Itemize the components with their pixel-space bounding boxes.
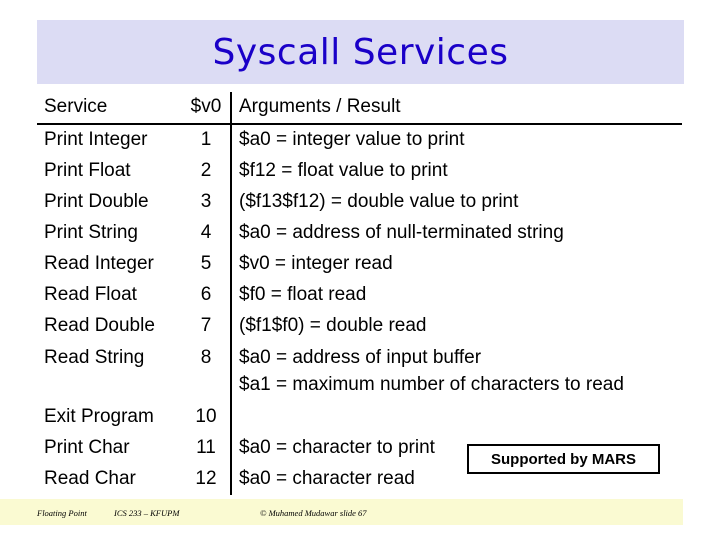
service-name: Print Double	[44, 191, 149, 212]
footer-topic: Floating Point	[37, 508, 87, 518]
service-name: Read Integer	[44, 253, 154, 274]
service-name: Read String	[44, 347, 145, 368]
v0-code: 10	[182, 402, 231, 433]
title-bar	[37, 20, 684, 84]
service-description	[231, 156, 682, 187]
table-body	[37, 124, 682, 495]
table-row	[37, 218, 682, 249]
header-service: Service	[37, 92, 182, 124]
service-name: Print Float	[44, 160, 131, 181]
table-row	[37, 187, 682, 218]
description-line: $v0 = integer read	[239, 253, 393, 274]
table-row	[37, 342, 682, 402]
service-description	[231, 187, 682, 218]
description-line: $a0 = character read	[239, 468, 415, 489]
service-description	[231, 311, 682, 342]
service-description	[231, 218, 682, 249]
v0-code: 7	[182, 311, 231, 342]
service-name: Print Integer	[44, 129, 148, 150]
v0-code: 12	[182, 464, 231, 495]
mars-note-box	[467, 444, 660, 474]
table-row	[37, 402, 682, 433]
description-line: $a1 = maximum number of characters to read	[239, 374, 624, 395]
footer-bar	[0, 499, 683, 525]
service-description	[231, 249, 682, 280]
description-line: ($f1$f0) = double read	[239, 315, 427, 336]
service-description	[231, 342, 682, 402]
description-line: $f12 = float value to print	[239, 160, 448, 181]
header-v0: $v0	[182, 92, 231, 124]
table-row	[37, 156, 682, 187]
service-name: Exit Program	[44, 406, 154, 427]
mars-note-text: Supported by MARS	[491, 450, 636, 468]
description-line: ($f13$f12) = double value to print	[239, 191, 519, 212]
footer-course: ICS 233 – KFUPM	[114, 508, 180, 518]
description-line: $a0 = character to print	[239, 437, 435, 458]
table-row	[37, 280, 682, 311]
v0-code: 6	[182, 280, 231, 311]
service-name: Print String	[44, 222, 138, 243]
description-line: $a0 = address of null-terminated string	[239, 222, 564, 243]
table-row	[37, 311, 682, 342]
description-line: $a0 = address of input buffer	[239, 347, 482, 368]
v0-code: 2	[182, 156, 231, 187]
header-arguments: Arguments / Result	[231, 92, 682, 124]
service-name: Read Double	[44, 315, 155, 336]
table-row	[37, 124, 682, 156]
description-line: $f0 = float read	[239, 284, 367, 305]
footer-copyright: © Muhamed Mudawar slide 67	[260, 508, 367, 518]
service-name: Read Float	[44, 284, 137, 305]
table-header-row	[37, 92, 682, 124]
syscall-table	[37, 92, 682, 495]
v0-code: 1	[182, 124, 231, 156]
description-line: $a0 = integer value to print	[239, 129, 465, 150]
v0-code: 3	[182, 187, 231, 218]
service-name: Read Char	[44, 468, 136, 489]
service-description	[231, 124, 682, 156]
service-description	[231, 280, 682, 311]
v0-code: 11	[182, 433, 231, 464]
v0-code: 4	[182, 218, 231, 249]
service-description	[231, 402, 682, 433]
v0-code: 5	[182, 249, 231, 280]
v0-code: 8	[182, 342, 231, 402]
table-row	[37, 249, 682, 280]
slide-title: Syscall Services	[212, 31, 509, 73]
service-name: Print Char	[44, 437, 130, 458]
